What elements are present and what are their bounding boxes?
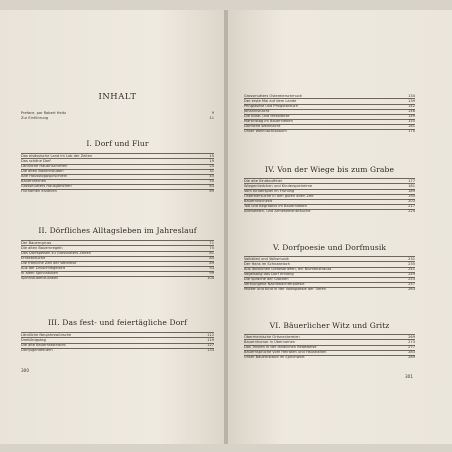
toc-entry bbox=[21, 276, 214, 281]
toc-entry-title: Die alte Kindtauffeier bbox=[244, 179, 283, 183]
toc-entry-title: Dreikönigstag bbox=[21, 338, 46, 343]
toc-entry-page: 71 bbox=[209, 241, 214, 245]
right-page-number: 301 bbox=[405, 374, 413, 379]
toc-entry-page: 277 bbox=[408, 345, 415, 350]
toc-entry-page: 257 bbox=[408, 282, 415, 287]
toc-entry-page: 181 bbox=[408, 184, 415, 189]
toc-entry-page: 289 bbox=[408, 355, 415, 360]
toc-entry-title: Bauernsprüche vom Heiraten und Haushalten bbox=[244, 350, 327, 355]
toc-entry-page: 15 bbox=[209, 154, 214, 158]
toc-entry bbox=[21, 116, 214, 121]
right-page bbox=[227, 10, 452, 444]
toc-entry-title: Flurnamen erzählen bbox=[21, 189, 57, 194]
toc-entry-title: Unser Weihnachtsbaum bbox=[244, 129, 287, 134]
toc-entry-title: Das Trinken in der ländlichen Redeweise bbox=[244, 345, 317, 350]
toc-entry-title: Bauernhumor in Übernamen bbox=[244, 340, 296, 345]
toc-entry-page: 224 bbox=[408, 209, 415, 214]
toc-entry-page: 269 bbox=[408, 335, 415, 339]
toc-entry-page: 155 bbox=[408, 119, 415, 124]
toc-entry-title: Preface, par Robert Heitz bbox=[21, 111, 67, 115]
toc-entry-page: 55 bbox=[209, 179, 214, 184]
toc-entry-title: Dorfjugendfeuern bbox=[21, 348, 53, 353]
toc-entry-title: Oberrheinische Ortsneckereien bbox=[244, 335, 300, 339]
toc-entry-title: Vom Kinderspiel im Frühling bbox=[244, 189, 295, 194]
toc-entry-title: Wiegenliedchen und Kinderspielreime bbox=[244, 184, 313, 189]
toc-entry-page: 81 bbox=[209, 251, 214, 256]
toc-entry bbox=[21, 189, 214, 194]
toc-entry-page: 203 bbox=[408, 199, 415, 204]
toc-entry bbox=[21, 348, 214, 353]
section-heading: VI. Bäuerlicher Witz und Gritz bbox=[269, 321, 390, 330]
toc-entry-title: Tod und Begräbnis im Bauernleben bbox=[244, 204, 307, 209]
toc-entry-title: Das elsässische Land im Lob der Zeiten bbox=[21, 154, 93, 158]
toc-entry-title: Erntebräuche bbox=[21, 256, 46, 261]
toc-entry-title: Dörfliche Weihnacht bbox=[244, 124, 281, 129]
toc-entry-title: Die Sprache der Glocken bbox=[244, 277, 289, 282]
toc-entry-title: Das Dorfspeisen zu Grossvaters Zeiten bbox=[21, 251, 92, 256]
toc-entry-page: 19 bbox=[209, 159, 214, 164]
section-heading: V. Dorfpoesie und Dorfmusik bbox=[272, 243, 387, 252]
toc-entry-page: 149 bbox=[408, 114, 415, 119]
toc-entry-page: 263 bbox=[408, 287, 415, 292]
section-heading: IV. Von der Wiege bis zum Grabe bbox=[264, 165, 395, 174]
toc-entry-page: 31 bbox=[209, 169, 214, 174]
toc-entry-title: Verklungene Nachtwächterpoesie bbox=[244, 282, 305, 287]
toc-entry-page: 217 bbox=[408, 204, 415, 209]
toc-entry-title: Johannisnacht bbox=[244, 109, 270, 114]
toc-entry-page: 75 bbox=[209, 246, 214, 251]
toc-entry-page: 85 bbox=[209, 256, 214, 261]
toc-entry-page: 142 bbox=[408, 104, 415, 109]
book-gutter bbox=[224, 10, 228, 444]
toc-entry-title: Alte Hausstoppsprüchlein bbox=[21, 174, 67, 179]
toc-entry bbox=[244, 209, 415, 214]
toc-entry-page: 235 bbox=[408, 262, 415, 267]
toc-entry-title: Volkslied und Volksmusik bbox=[244, 257, 289, 261]
toc-entry-title: Spinnstubenkurzweil bbox=[21, 276, 59, 281]
toc-entry-title: Das schöne Dorf bbox=[21, 159, 51, 164]
toc-entry-title: Die alte Bauernfastnacht bbox=[21, 343, 66, 348]
toc-entry-page: 9 bbox=[211, 111, 214, 115]
toc-entry-page: 195 bbox=[408, 194, 415, 199]
toc-entry-page: 99 bbox=[209, 271, 214, 276]
toc-entry-title: In alten Spinnstuben bbox=[21, 271, 59, 276]
toc-entry-title: Bauernhochzeit bbox=[244, 199, 273, 204]
toc-entry-title: Die alten Bauernstuben bbox=[21, 169, 64, 174]
toc-entry-title: Martinstag im Bauernleben bbox=[244, 119, 293, 124]
toc-entry-title: Der Hans im Schnakeloch bbox=[244, 262, 291, 267]
contents-title: INHALT bbox=[98, 91, 137, 101]
toc-entry-page: 89 bbox=[209, 261, 214, 266]
section-heading: III. Das fest- und feiertägliche Dorf bbox=[47, 318, 188, 327]
toc-entry-page: 253 bbox=[408, 277, 415, 282]
toc-entry-title: Grossmutters Ostereierschmuck bbox=[244, 94, 303, 98]
toc-entry-page: 69 bbox=[209, 189, 214, 194]
toc-entry-title: Die Kilbe- und Messtänze bbox=[244, 114, 290, 119]
toc-entry bbox=[244, 287, 415, 292]
toc-entry-page: 146 bbox=[408, 109, 415, 114]
toc-entry-title: Der Bauerngruss bbox=[21, 241, 52, 245]
toc-entry-page: 177 bbox=[408, 179, 415, 183]
toc-entry-title: Aus der Druschflegelzeit bbox=[21, 266, 65, 271]
toc-entry-page: 133 bbox=[207, 348, 214, 353]
toc-entry-page: 189 bbox=[408, 189, 415, 194]
toc-entry-page: 93 bbox=[209, 266, 214, 271]
toc-entry-title: Die alten Bauernregeln bbox=[21, 246, 63, 251]
toc-entry-page: 231 bbox=[408, 257, 415, 261]
toc-entry-page: 112 bbox=[207, 333, 214, 337]
left-page-number: 300 bbox=[21, 368, 29, 373]
toc-entry-title: Die fröhliche Zeit der Weinlese bbox=[21, 261, 77, 266]
toc-entry-page: 119 bbox=[207, 338, 214, 343]
toc-entry-title: Ländliche Neujahrswünsche bbox=[21, 333, 72, 337]
toc-entry-title: Pfingstsitte und Pfingstbrauch bbox=[244, 104, 299, 109]
toc-entry bbox=[244, 129, 415, 134]
toc-entry bbox=[244, 355, 415, 360]
toc-entry-title: Bauernrechen bbox=[21, 179, 47, 184]
toc-entry-title: Mutter und Kind in der Volkspoesie der Tiefen bbox=[244, 287, 326, 292]
toc-entry-page: 273 bbox=[408, 340, 415, 345]
toc-entry-page: 249 bbox=[408, 272, 415, 277]
toc-entry-title: Ländliche Hausinschriften bbox=[21, 164, 68, 169]
toc-entry-page: 25 bbox=[209, 164, 214, 169]
toc-entry-page: 134 bbox=[408, 94, 415, 98]
toc-entry-page: 11 bbox=[209, 116, 214, 121]
toc-entry-page: 170 bbox=[408, 129, 415, 134]
toc-entry-title: Ostereiersuche in den guten alten Zeit bbox=[244, 194, 314, 199]
toc-entry-title: Allerseelen- und Armeseelenbräuche bbox=[244, 209, 311, 214]
toc-entry-page: 241 bbox=[408, 267, 415, 272]
toc-entry-page: 45 bbox=[209, 174, 214, 179]
toc-entry-title: Zur Einführung bbox=[21, 116, 49, 121]
toc-entry-title: Aus ländlichen Liebesbriefen, ein Blumenstrauss bbox=[244, 267, 332, 272]
toc-entry-title: Grossmutters Hausgärtchen bbox=[21, 184, 72, 189]
section-heading: I. Dorf und Flur bbox=[86, 139, 149, 148]
toc-entry-title: Vogelsang das Dorf entlang bbox=[244, 272, 294, 277]
toc-entry-title: Unser Bauernstand im Sprichwort bbox=[244, 355, 305, 360]
toc-entry-page: 161 bbox=[408, 124, 415, 129]
toc-entry-title: Der erste Mai auf dem Lande bbox=[244, 99, 297, 104]
toc-entry-page: 127 bbox=[207, 343, 214, 348]
toc-entry-page: 104 bbox=[207, 276, 214, 281]
section-heading: II. Dörfliches Alltagsleben im Jahreslauf bbox=[38, 226, 197, 235]
toc-entry-page: 63 bbox=[209, 184, 214, 189]
toc-entry-page: 139 bbox=[408, 99, 415, 104]
toc-entry-page: 283 bbox=[408, 350, 415, 355]
